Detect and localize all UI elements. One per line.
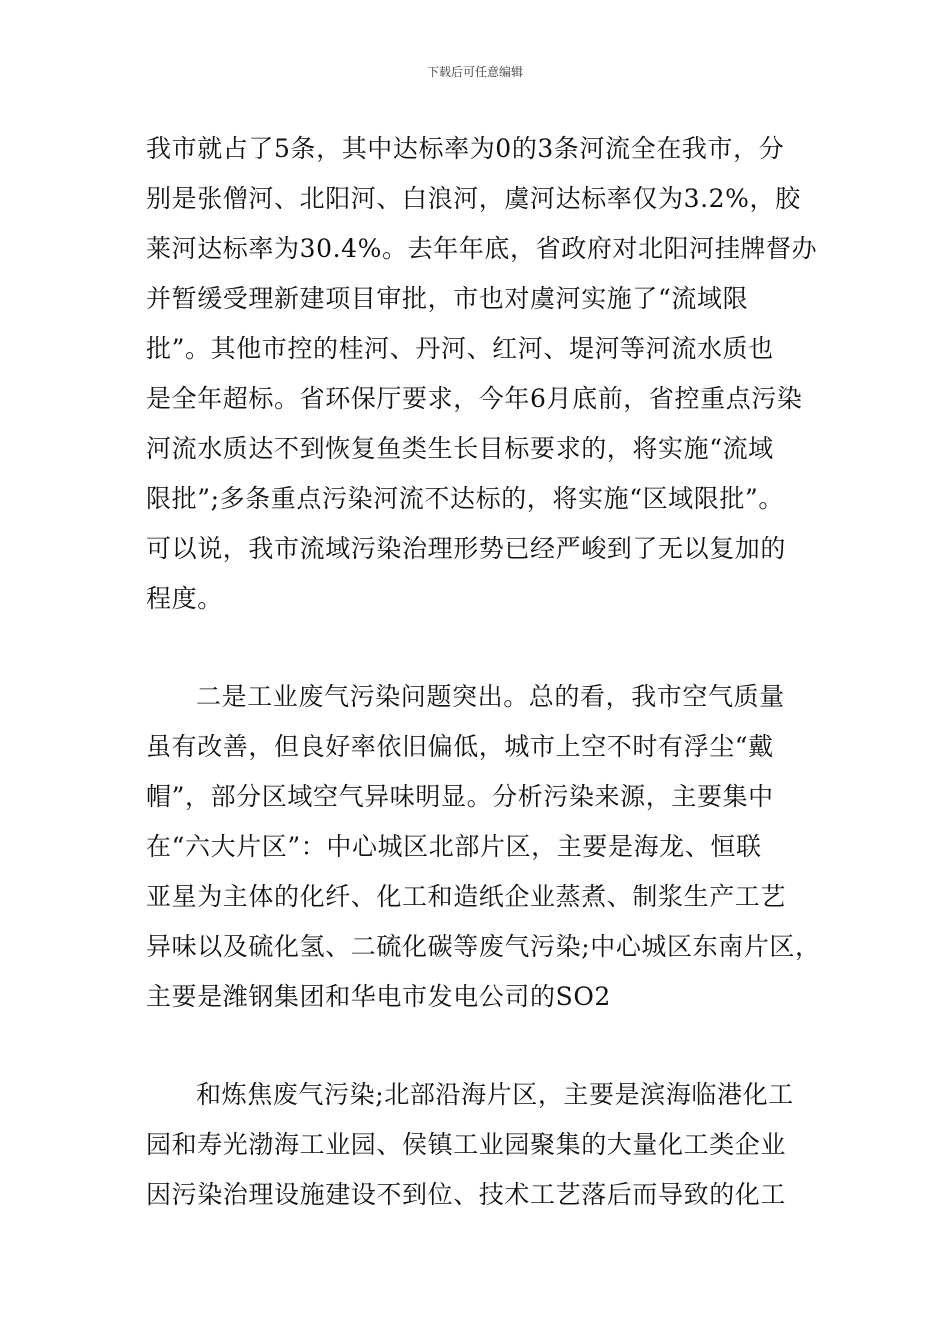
text-line: 并暂缓受理新建项目审批，市也对虞河实施了“流域限 [146,284,749,313]
text-line: 限批”;多条重点污染河流不达标的，将实施“区域限批”。 [146,484,784,513]
text-line: 莱河达标率为30.4%。去年年底，省政府对北阳河挂牌督办 [146,234,818,263]
document-body [146,124,822,1220]
page-header: 下载后可任意编辑 [426,65,523,79]
text-line: 亚星为主体的化纤、化工和造纸企业蒸煮、制浆生产工艺 [146,882,787,911]
paragraph-air-pollution [146,672,822,1022]
text-line: 在“六大片区”：中心城区北部片区，主要是海龙、恒联 [146,832,762,861]
text-line: 二是工业废气污染问题突出。总的看，我市空气质量 [196,682,785,711]
text-line: 因污染治理设施建设不到位、技术工艺落后而导致的化工 [146,1180,787,1209]
text-line: 帽”，部分区域空气异味明显。分析污染来源，主要集中 [146,782,774,811]
text-line: 园和寿光渤海工业园、侯镇工业园聚集的大量化工类企业 [146,1130,787,1159]
text-line: 批”。其他市控的桂河、丹河、红河、堤河等河流水质也 [146,334,774,363]
text-line: 河流水质达不到恢复鱼类生长目标要求的，将实施“流域 [146,434,774,463]
text-line: 别是张僧河、北阳河、白浪河，虞河达标率仅为3.2%，胶 [146,184,801,213]
paragraph-water-pollution [146,124,822,624]
text-line: 主要是潍钢集团和华电市发电公司的SO2 [146,982,611,1011]
text-line: 程度。 [146,584,223,613]
paragraph-spacer [146,624,822,672]
paragraph-spacer [146,1022,822,1070]
text-line: 异味以及硫化氢、二硫化碳等废气污染;中心城区东南片区， [146,932,821,961]
text-line: 我市就占了5条，其中达标率为0的3条河流全在我市，分 [146,134,785,163]
text-line: 是全年超标。省环保厅要求，今年6月底前，省控重点污染 [146,384,803,413]
paragraph-coking-pollution [146,1070,822,1220]
text-line: 和炼焦废气污染;北部沿海片区，主要是滨海临港化工 [196,1080,794,1109]
text-line: 可以说，我市流域污染治理形势已经严峻到了无以复加的 [146,534,787,563]
text-line: 虽有改善，但良好率依旧偏低，城市上空不时有浮尘“戴 [146,732,774,761]
